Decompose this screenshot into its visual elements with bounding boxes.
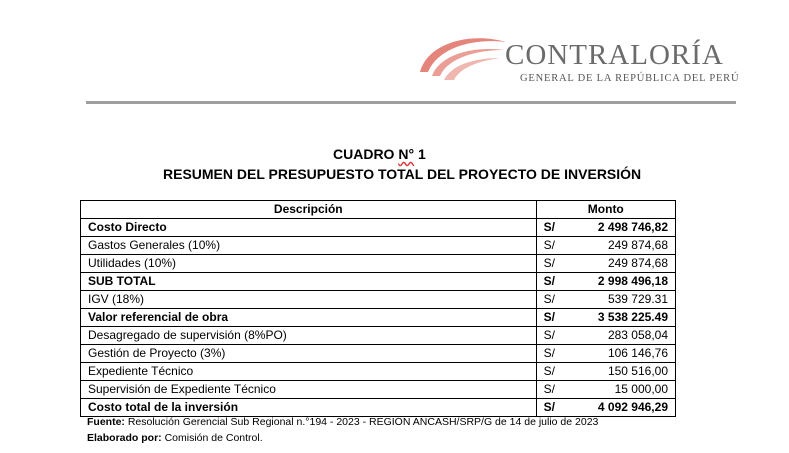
amount-value: 2 498 746,82 bbox=[597, 220, 668, 234]
amount-cell bbox=[544, 309, 668, 326]
amount-cell bbox=[544, 381, 668, 398]
row-description: Costo Directo bbox=[81, 219, 537, 237]
cuadro-number: 1 bbox=[414, 146, 426, 162]
currency-symbol: S/ bbox=[543, 292, 555, 306]
amount-cell bbox=[544, 363, 668, 380]
amount-value: 4 092 946,29 bbox=[597, 400, 668, 414]
table-row bbox=[81, 381, 676, 399]
table-row bbox=[81, 345, 676, 363]
row-description: IGV (18%) bbox=[81, 291, 537, 309]
table-row bbox=[81, 255, 676, 273]
row-amount bbox=[536, 381, 675, 399]
cuadro-title bbox=[333, 146, 426, 162]
table-row bbox=[81, 327, 676, 345]
amount-value: 249 874,68 bbox=[607, 256, 668, 270]
currency-symbol: S/ bbox=[543, 310, 555, 324]
amount-value: 15 000,00 bbox=[614, 382, 668, 396]
row-amount bbox=[536, 327, 675, 345]
amount-cell bbox=[544, 273, 668, 290]
row-amount bbox=[536, 273, 675, 291]
row-description: Expediente Técnico bbox=[81, 363, 537, 381]
budget-table-body bbox=[81, 219, 676, 417]
row-amount bbox=[536, 255, 675, 273]
cuadro-prefix: CUADRO bbox=[333, 146, 399, 162]
row-amount bbox=[536, 291, 675, 309]
amount-cell bbox=[544, 291, 668, 308]
amount-value: 539 729.31 bbox=[607, 292, 668, 306]
logo-name: CONTRALORÍA bbox=[505, 39, 724, 71]
logo-subtitle: GENERAL DE LA REPÚBLICA DEL PERÚ bbox=[520, 73, 740, 84]
currency-symbol: S/ bbox=[543, 382, 555, 396]
amount-cell bbox=[544, 255, 668, 272]
amount-cell bbox=[544, 345, 668, 362]
table-row bbox=[81, 363, 676, 381]
amount-cell bbox=[544, 237, 668, 254]
source-text: Resolución Gerencial Sub Regional n.°194 - 2023 - REGIÓN ANCASH/SRP/G de 14 de julio de 2023 bbox=[124, 416, 599, 428]
currency-symbol: S/ bbox=[543, 256, 555, 270]
prepared-note bbox=[87, 432, 263, 444]
header-amount: Monto bbox=[536, 201, 675, 219]
table-header-row bbox=[81, 201, 676, 219]
document-header bbox=[0, 0, 789, 110]
table-row bbox=[81, 273, 676, 291]
row-description: Utilidades (10%) bbox=[81, 255, 537, 273]
currency-symbol: S/ bbox=[543, 346, 555, 360]
prepared-label: Elaborado por: bbox=[87, 432, 162, 444]
source-label: Fuente: bbox=[87, 416, 125, 428]
row-amount bbox=[536, 345, 675, 363]
table-row bbox=[81, 399, 676, 417]
row-description: Valor referencial de obra bbox=[81, 309, 537, 327]
row-amount bbox=[536, 219, 675, 237]
currency-symbol: S/ bbox=[543, 364, 555, 378]
row-amount bbox=[536, 309, 675, 327]
amount-value: 3 538 225.49 bbox=[597, 310, 668, 324]
currency-symbol: S/ bbox=[543, 328, 555, 342]
row-description: Desagregado de supervisión (8%PO) bbox=[81, 327, 537, 345]
amount-value: 150 516,00 bbox=[607, 364, 668, 378]
row-description: Costo total de la inversión bbox=[81, 399, 537, 417]
table-row bbox=[81, 291, 676, 309]
amount-value: 249 874,68 bbox=[607, 238, 668, 252]
row-description: Gastos Generales (10%) bbox=[81, 237, 537, 255]
amount-cell bbox=[544, 327, 668, 344]
table-row bbox=[81, 237, 676, 255]
amount-value: 283 058,04 bbox=[607, 328, 668, 342]
currency-symbol: S/ bbox=[543, 220, 555, 234]
budget-table bbox=[80, 200, 676, 417]
prepared-text: Comisión de Control. bbox=[161, 432, 263, 444]
table-row bbox=[81, 219, 676, 237]
row-description: Gestión de Proyecto (3%) bbox=[81, 345, 537, 363]
row-amount bbox=[536, 237, 675, 255]
swoosh-logo-icon bbox=[410, 28, 510, 84]
currency-symbol: S/ bbox=[543, 400, 555, 414]
amount-value: 2 998 496,18 bbox=[597, 274, 668, 288]
row-amount bbox=[536, 363, 675, 381]
header-divider bbox=[86, 101, 736, 104]
amount-cell bbox=[544, 399, 668, 416]
row-description: SUB TOTAL bbox=[81, 273, 537, 291]
amount-cell bbox=[544, 219, 668, 236]
source-note bbox=[87, 416, 598, 428]
row-description: Supervisión de Expediente Técnico bbox=[81, 381, 537, 399]
table-row bbox=[81, 309, 676, 327]
currency-symbol: S/ bbox=[543, 238, 555, 252]
header-description: Descripción bbox=[81, 201, 537, 219]
currency-symbol: S/ bbox=[543, 274, 555, 288]
row-amount bbox=[536, 399, 675, 417]
amount-value: 106 146,76 bbox=[607, 346, 668, 360]
resumen-title: RESUMEN DEL PRESUPUESTO TOTAL DEL PROYECTO DE INVERSIÓN bbox=[163, 166, 642, 182]
cuadro-symbol: N° bbox=[398, 146, 415, 162]
